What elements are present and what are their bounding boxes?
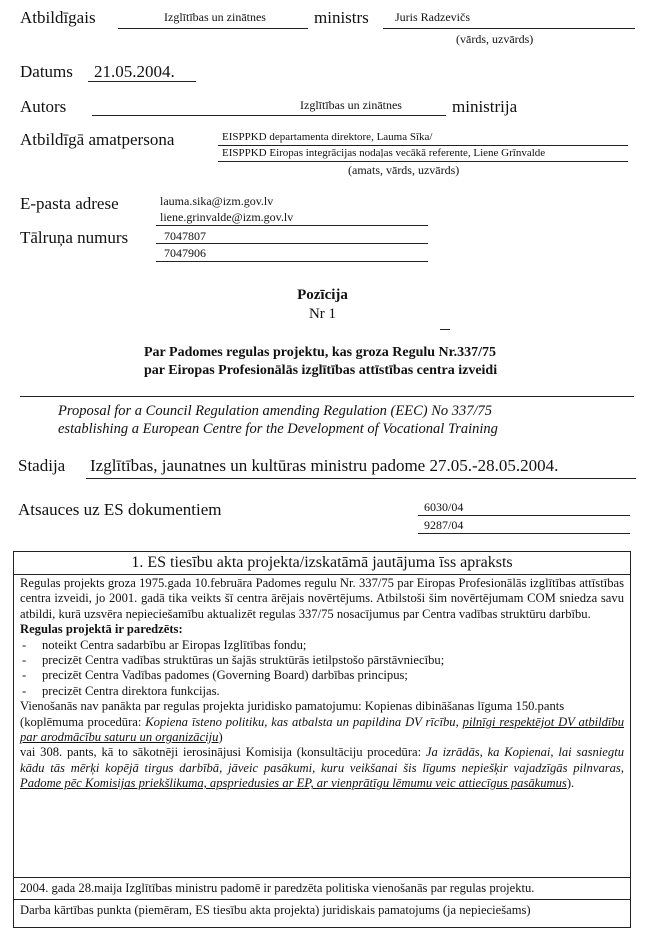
position-number: Nr 1 — [308, 306, 337, 322]
provisions-list — [20, 638, 624, 700]
summary-box — [13, 551, 631, 928]
english-top-rule — [20, 396, 634, 397]
para3-underlined: pilnīgi respektējot DV atbildību par arodmācību saturu un organizāciju — [20, 714, 624, 745]
para4-lead: vai 308. pants, kā to sākotnēji ierosinājusi Komisija (konsultāciju procedūra: — [20, 745, 426, 760]
official-label: Atbildīgā amatpersona — [20, 130, 175, 149]
para4-underlined: Padome pēc Komisijas priekšlikuma, apspriedusies ar EP, ar vienprātīgu lēmumu veic attiecīgus pasākumus — [20, 776, 567, 791]
date-label: Datums — [20, 62, 73, 81]
english-line-1: Proposal for a Council Regulation amending Regulation (EEC) No 337/75 — [58, 403, 493, 419]
responsible-value: Izglītības un zinātnes — [164, 10, 266, 24]
para3-italic: Kopiena īsteno politiku, kas atbalsta un papildina DV rīcību, — [145, 714, 463, 729]
summary-para-4 — [20, 745, 624, 791]
official-underline1 — [218, 145, 628, 146]
english-line-2: establishing a European Centre for the Development of Vocational Training — [58, 421, 498, 437]
phone-line-1 — [156, 243, 428, 244]
para4-end: ). — [566, 776, 575, 791]
para3-end: ) — [218, 730, 223, 745]
phone-line-2 — [156, 261, 428, 262]
email-2[interactable]: liene.grinvalde@izm.gov.lv — [160, 210, 294, 224]
phone-2: 7047906 — [164, 246, 206, 260]
reference-doc-1: 6030/04 — [424, 500, 464, 514]
subject-line-1: Par Padomes regulas projektu, kas groza Regulu Nr.337/75 — [144, 345, 496, 360]
summary-para-5: 2004. gada 28.maija Izglītības ministru padomē ir paredzēta politiska vienošanās par regulas projektu. — [20, 881, 535, 895]
reference-doc-2: 9287/04 — [424, 518, 464, 532]
next-row-heading: Darba kārtības punkta (piemēram, ES tiesību akta projekta) juridiskais pamatojums (ja nepieciešams) — [20, 903, 531, 917]
references-label: Atsauces uz ES dokumentiem — [18, 500, 222, 519]
official-line2: EISPPKD Eiropas integrācijas nodaļas vecākā referente, Liene Grīnvalde — [222, 147, 546, 159]
email-line — [156, 225, 428, 226]
stage-label: Stadija — [18, 456, 66, 475]
list-item: - precizēt Centra Vadības padomes (Governing Board) darbības principus; — [20, 668, 624, 683]
summary-para-1: Regulas projekts groza 1975.gada 10.februāra Padomes regulu Nr. 337/75 par Eiropas Profesionālās izglītības attīstības centra izveidi, jo 2001. gadā tika veikts šī centra ārējais novērtējums. Atbilstoši šim novērtējumam COM sniedza savu atbildi, kurā uzsvēra nepieciešamību aktualizēt regulas 337/75 nosacījumus par Centra vadības struktūru darbību. — [20, 576, 624, 621]
small-dash — [440, 329, 450, 330]
minister-line — [383, 28, 635, 29]
email-label: E-pasta adrese — [20, 194, 119, 213]
minister-label: ministrs — [314, 8, 369, 27]
list-item: - noteikt Centra sadarbību ar Eiropas Izglītības fondu; — [20, 638, 624, 653]
position-title: Pozīcija — [297, 287, 348, 303]
phone-1: 7047807 — [164, 229, 206, 243]
name-hint: (vārds, uzvārds) — [456, 32, 534, 46]
date-line — [88, 81, 196, 82]
official-underline2 — [218, 161, 628, 162]
para4-italic: Ja izrādās, ka Kopienai, lai sasniegtu kādu tās mērķi kopējā tirgus darbībā, jāveic pasākumi, kuru veikšanai šis līgums nepiešķir vajadzīgās pilnvaras, — [20, 745, 624, 775]
date-value: 21.05.2004. — [94, 62, 175, 81]
author-label: Autors — [20, 97, 67, 116]
email-1[interactable]: lauma.sika@izm.gov.lv — [160, 194, 274, 208]
reference-line-2 — [418, 533, 630, 534]
phone-label: Tālruņa numurs — [20, 228, 129, 247]
responsible-line — [118, 28, 308, 29]
para5-top-rule — [14, 877, 630, 878]
summary-body — [20, 576, 624, 792]
subject-line-2: par Eiropas Profesionālās izglītības attīstības centra izveidi — [144, 363, 498, 378]
responsible-label: Atbildīgais — [20, 8, 96, 27]
para3-lead: (koplēmuma procedūra: — [20, 714, 146, 729]
reference-line-1 — [418, 515, 630, 516]
minister-name: Juris Radzevičs — [395, 10, 470, 24]
summary-para-2: Vienošanās nav panākta par regulas projekta juridisko pamatojumu: Kopienas dibināšanas līguma 150.pants — [20, 699, 565, 714]
official-hint: (amats, vārds, uzvārds) — [348, 163, 460, 177]
stage-line — [86, 478, 636, 479]
ministry-label: ministrija — [452, 97, 518, 116]
list-item: - precizēt Centra vadības struktūras un šajās struktūrās ietilpstošo pārstāvniecību; — [20, 653, 624, 668]
summary-title: 1. ES tiesību akta projekta/izskatāmā jautājuma īss apraksts — [14, 552, 630, 575]
author-value: Izglītības un zinātnes — [300, 98, 402, 112]
list-item: - precizēt Centra direktora funkcijas. — [20, 684, 624, 699]
stage-value: Izglītības, jaunatnes un kultūras ministru padome 27.05.-28.05.2004. — [90, 456, 559, 475]
author-line — [92, 115, 446, 116]
official-line1: EISPPKD departamenta direktore, Lauma Sīka/ — [222, 131, 433, 143]
next-row-rule — [14, 899, 630, 900]
summary-para-3 — [20, 715, 624, 746]
provisions-heading: Regulas projektā ir paredzēts: — [20, 622, 183, 637]
